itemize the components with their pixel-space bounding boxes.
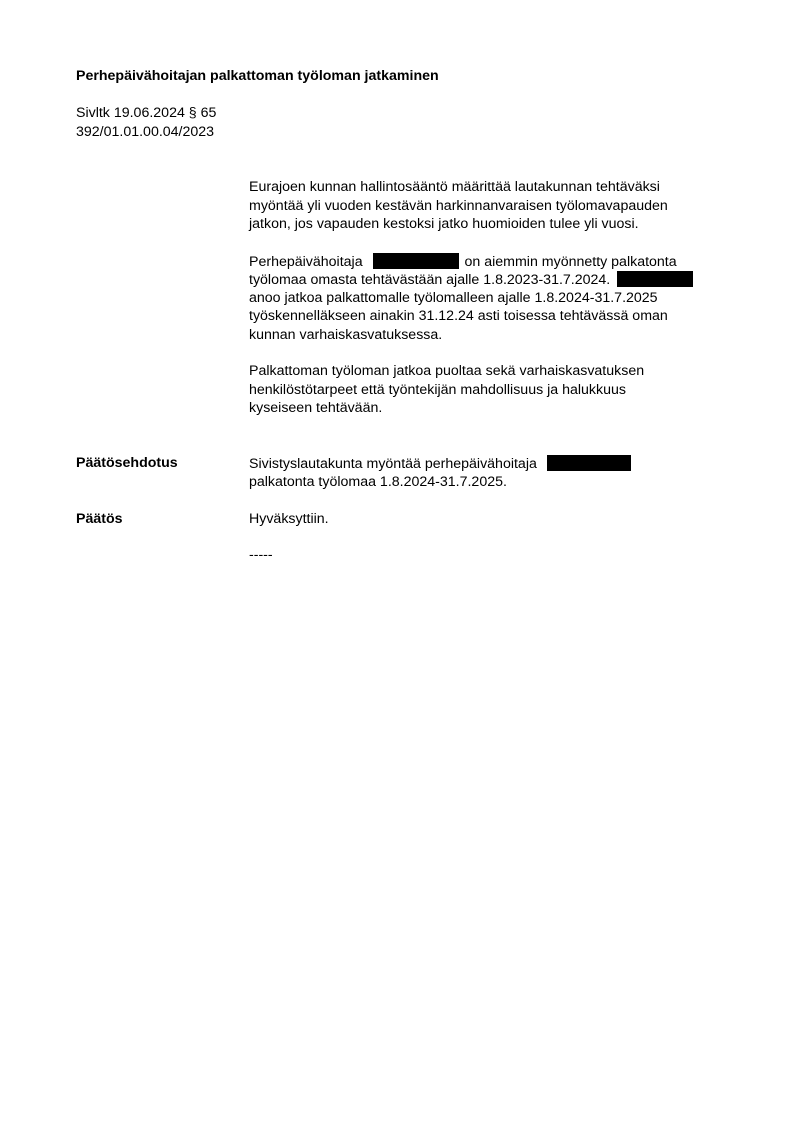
paragraph-1-line-2: myöntää yli vuoden kestävän harkinnanvaraisen työlomavapauden bbox=[249, 198, 668, 214]
paragraph-2-line-1 bbox=[249, 253, 677, 270]
end-separator: ----- bbox=[249, 547, 273, 563]
proposal-line-2: palkatonta työlomaa 1.8.2024-31.7.2025. bbox=[249, 474, 507, 490]
paragraph-2-line-4: työskennelläkseen ainakin 31.12.24 asti toisessa tehtävässä oman bbox=[249, 308, 668, 324]
document-title: Perhepäivähoitajan palkattoman työloman jatkaminen bbox=[76, 68, 439, 84]
paragraph-2-line-2 bbox=[249, 271, 693, 288]
decision-text: Hyväksyttiin. bbox=[249, 511, 329, 527]
paragraph-2-line-5: kunnan varhaiskasvatuksessa. bbox=[249, 327, 443, 343]
paragraph-3-line-3: kyseiseen tehtävään. bbox=[249, 400, 383, 416]
proposal-line-1 bbox=[249, 455, 631, 472]
proposal-line-1-text: Sivistyslautakunta myöntää perhepäivähoitaja bbox=[249, 456, 537, 472]
paragraph-1-line-3: jatkon, jos vapauden kestoksi jatko huomioiden tulee yli vuosi. bbox=[249, 216, 639, 232]
paragraph-2-line-1-start: Perhepäivähoitaja bbox=[249, 254, 363, 270]
proposal-label: Päätösehdotus bbox=[76, 455, 178, 471]
decision-label: Päätös bbox=[76, 511, 123, 527]
redacted-name bbox=[547, 455, 631, 471]
paragraph-2-line-1-end: on aiemmin myönnetty palkatonta bbox=[464, 254, 677, 270]
paragraph-3-line-1: Palkattoman työloman jatkoa puoltaa sekä varhaiskasvatuksen bbox=[249, 363, 645, 379]
redacted-name bbox=[617, 271, 693, 287]
paragraph-1-line-1: Eurajoen kunnan hallintosääntö määrittää lautakunnan tehtäväksi bbox=[249, 179, 660, 195]
record-number: 392/01.01.00.04/2023 bbox=[76, 124, 215, 140]
paragraph-3-line-2: henkilöstötarpeet että työntekijän mahdollisuus ja halukkuus bbox=[249, 382, 626, 398]
meeting-reference: Sivltk 19.06.2024 § 65 bbox=[76, 105, 217, 121]
paragraph-2-line-3: anoo jatkoa palkattomalle työlomalleen ajalle 1.8.2024-31.7.2025 bbox=[249, 290, 658, 306]
paragraph-2-line-2-text: työlomaa omasta tehtävästään ajalle 1.8.2023-31.7.2024. bbox=[249, 272, 611, 288]
redacted-name bbox=[373, 253, 459, 269]
